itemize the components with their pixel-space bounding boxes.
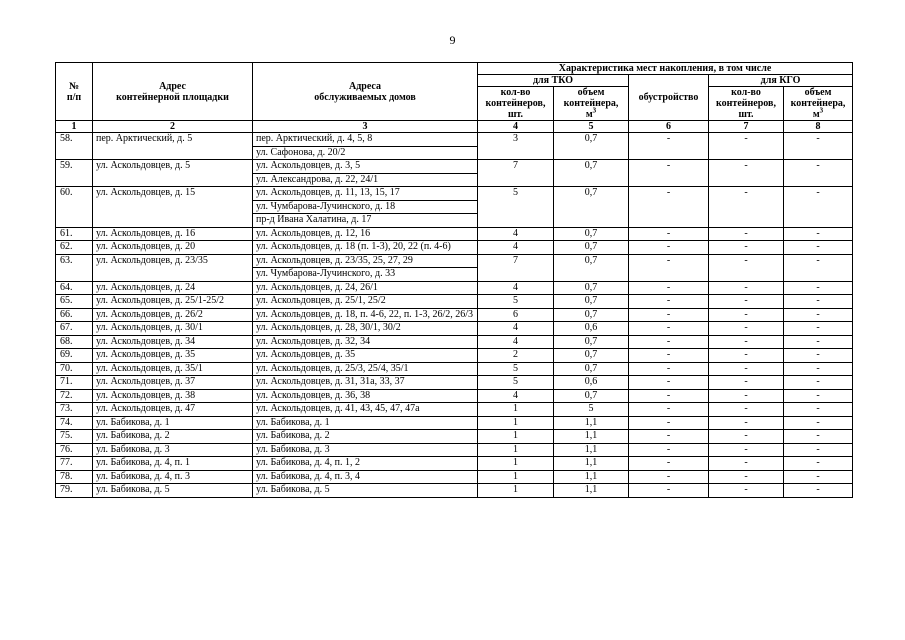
container-count: 1 <box>478 403 554 417</box>
kgo-container-volume: - <box>784 349 853 363</box>
container-volume: 0,6 <box>554 376 629 390</box>
container-count: 7 <box>478 160 554 187</box>
container-volume: 1,1 <box>554 484 629 498</box>
kgo-container-volume: - <box>784 227 853 241</box>
container-sites-table <box>55 62 853 498</box>
container-volume: 1,1 <box>554 416 629 430</box>
kgo-container-volume: - <box>784 362 853 376</box>
arrangement: - <box>629 457 709 471</box>
served-house-line: ул. Аскольдовцев, д. 18, п. 4-6, 22, п. 1-3, 26/2, 26/3 <box>256 308 474 320</box>
site-address: ул. Бабикова, д. 4, п. 1 <box>93 457 253 471</box>
column-number: 8 <box>784 121 853 133</box>
arrangement: - <box>629 349 709 363</box>
served-houses <box>253 457 478 471</box>
container-volume: 0,7 <box>554 295 629 309</box>
kgo-container-volume: - <box>784 376 853 390</box>
arrangement: - <box>629 133 709 160</box>
kgo-container-volume: - <box>784 470 853 484</box>
container-count: 4 <box>478 322 554 336</box>
served-houses <box>253 484 478 498</box>
served-house-line: ул. Аскольдовцев, д. 35 <box>256 349 356 360</box>
kgo-container-volume: - <box>784 322 853 336</box>
arrangement: - <box>629 322 709 336</box>
kgo-container-volume: - <box>784 281 853 295</box>
table-row <box>56 254 853 281</box>
site-address: ул. Аскольдовцев, д. 34 <box>93 335 253 349</box>
kgo-container-volume: - <box>784 254 853 281</box>
site-address: ул. Аскольдовцев, д. 5 <box>93 160 253 187</box>
kgo-container-volume: - <box>784 389 853 403</box>
column-numbers-row <box>56 121 853 133</box>
served-house-line: ул. Чумбарова-Лучинского, д. 18 <box>253 201 477 215</box>
arrangement: - <box>629 443 709 457</box>
container-volume: 0,7 <box>554 227 629 241</box>
table-row <box>56 241 853 255</box>
row-number: 77. <box>56 457 93 471</box>
container-volume: 0,7 <box>554 308 629 322</box>
site-address: ул. Аскольдовцев, д. 15 <box>93 187 253 228</box>
served-house-line: ул. Аскольдовцев, д. 25/1, 25/2 <box>256 295 386 306</box>
arrangement: - <box>629 362 709 376</box>
site-address: ул. Бабикова, д. 3 <box>93 443 253 457</box>
row-number: 60. <box>56 187 93 228</box>
table-row <box>56 133 853 160</box>
table-row <box>56 389 853 403</box>
row-number: 67. <box>56 322 93 336</box>
table-row <box>56 416 853 430</box>
column-number: 7 <box>709 121 784 133</box>
arrangement: - <box>629 308 709 322</box>
kgo-container-volume: - <box>784 160 853 187</box>
served-houses <box>253 187 478 228</box>
table-row <box>56 187 853 228</box>
served-house-line: ул. Бабикова, д. 4, п. 3, 4 <box>256 470 360 482</box>
container-volume: 0,7 <box>554 133 629 160</box>
row-number: 58. <box>56 133 93 160</box>
container-count: 5 <box>478 362 554 376</box>
header-kgo-volume <box>784 87 853 121</box>
table-row <box>56 403 853 417</box>
container-count: 4 <box>478 227 554 241</box>
served-houses <box>253 227 478 241</box>
container-volume: 0,7 <box>554 362 629 376</box>
row-number: 63. <box>56 254 93 281</box>
table-row <box>56 335 853 349</box>
kgo-container-count: - <box>709 430 784 444</box>
container-count: 4 <box>478 389 554 403</box>
served-house-line: пер. Арктический, д. 4, 5, 8 <box>253 133 477 147</box>
served-houses <box>253 470 478 484</box>
served-house-line: ул. Аскольдовцев, д. 18 (п. 1-3), 20, 22 (п. 4-6) <box>256 241 451 252</box>
served-house-line: ул. Бабикова, д. 4, п. 1, 2 <box>256 457 360 468</box>
served-houses <box>253 362 478 376</box>
kgo-container-count: - <box>709 160 784 187</box>
kgo-container-volume: - <box>784 133 853 160</box>
kgo-container-count: - <box>709 241 784 255</box>
table-row <box>56 457 853 471</box>
row-number: 71. <box>56 376 93 390</box>
served-houses <box>253 254 478 281</box>
column-number: 3 <box>253 121 478 133</box>
container-count: 5 <box>478 295 554 309</box>
row-number: 61. <box>56 227 93 241</box>
row-number: 62. <box>56 241 93 255</box>
kgo-container-count: - <box>709 254 784 281</box>
row-number: 64. <box>56 281 93 295</box>
served-house-line: ул. Аскольдовцев, д. 32, 34 <box>256 335 371 347</box>
row-number: 79. <box>56 484 93 498</box>
kgo-container-count: - <box>709 457 784 471</box>
table-row <box>56 430 853 444</box>
container-count: 4 <box>478 281 554 295</box>
kgo-container-volume: - <box>784 335 853 349</box>
arrangement: - <box>629 241 709 255</box>
table-row <box>56 160 853 187</box>
container-count: 6 <box>478 308 554 322</box>
table-row <box>56 362 853 376</box>
header-served-houses: Адреса обслуживаемых домов <box>253 63 478 121</box>
arrangement: - <box>629 376 709 390</box>
served-houses <box>253 335 478 349</box>
arrangement: - <box>629 254 709 281</box>
row-number: 66. <box>56 308 93 322</box>
site-address: ул. Аскольдовцев, д. 20 <box>93 241 253 255</box>
served-house-line: ул. Аскольдовцев, д. 24, 26/1 <box>256 281 378 293</box>
container-volume: 1,1 <box>554 457 629 471</box>
served-houses <box>253 376 478 390</box>
arrangement: - <box>629 281 709 295</box>
container-volume: 1,1 <box>554 470 629 484</box>
table-row <box>56 281 853 295</box>
site-address: ул. Бабикова, д. 4, п. 3 <box>93 470 253 484</box>
container-count: 1 <box>478 430 554 444</box>
container-count: 4 <box>478 241 554 255</box>
table-row <box>56 308 853 322</box>
table-row <box>56 322 853 336</box>
site-address: ул. Бабикова, д. 5 <box>93 484 253 498</box>
kgo-container-count: - <box>709 403 784 417</box>
row-number: 65. <box>56 295 93 309</box>
served-houses <box>253 295 478 309</box>
container-volume: 0,7 <box>554 349 629 363</box>
served-house-line: ул. Аскольдовцев, д. 11, 13, 15, 17 <box>253 187 477 201</box>
row-number: 70. <box>56 362 93 376</box>
site-address: ул. Аскольдовцев, д. 24 <box>93 281 253 295</box>
kgo-container-volume: - <box>784 443 853 457</box>
served-house-line: ул. Аскольдовцев, д. 28, 30/1, 30/2 <box>256 322 401 333</box>
site-address: ул. Аскольдовцев, д. 35/1 <box>93 362 253 376</box>
kgo-container-volume: - <box>784 403 853 417</box>
served-house-line: ул. Александрова, д. 22, 24/1 <box>256 173 379 185</box>
page-number: 9 <box>449 33 456 47</box>
header-kgo-volume-label: объем контейнера, м <box>790 87 846 120</box>
kgo-container-count: - <box>709 281 784 295</box>
container-count: 4 <box>478 335 554 349</box>
kgo-container-count: - <box>709 389 784 403</box>
arrangement: - <box>629 335 709 349</box>
container-count: 2 <box>478 349 554 363</box>
served-houses <box>253 403 478 417</box>
column-number: 6 <box>629 121 709 133</box>
kgo-container-count: - <box>709 416 784 430</box>
kgo-container-count: - <box>709 484 784 498</box>
header-site-address: Адрес контейнерной площадки <box>93 63 253 121</box>
container-volume: 0,7 <box>554 254 629 281</box>
served-house-line: ул. Бабикова, д. 1 <box>256 416 330 428</box>
kgo-container-count: - <box>709 335 784 349</box>
table-body <box>56 133 853 498</box>
kgo-container-volume: - <box>784 484 853 498</box>
header-characteristics: Характеристика мест накопления, в том числе <box>478 63 853 75</box>
table-row <box>56 470 853 484</box>
served-houses <box>253 416 478 430</box>
kgo-container-count: - <box>709 133 784 160</box>
site-address: пер. Арктический, д. 5 <box>93 133 253 160</box>
arrangement: - <box>629 430 709 444</box>
container-volume: 0,6 <box>554 322 629 336</box>
site-address: ул. Аскольдовцев, д. 25/1-25/2 <box>93 295 253 309</box>
arrangement: - <box>629 470 709 484</box>
served-house-line: ул. Аскольдовцев, д. 25/3, 25/4, 35/1 <box>256 362 409 374</box>
container-volume: 0,7 <box>554 389 629 403</box>
kgo-container-volume: - <box>784 187 853 228</box>
served-houses <box>253 443 478 457</box>
kgo-container-volume: - <box>784 416 853 430</box>
row-number: 76. <box>56 443 93 457</box>
kgo-container-volume: - <box>784 430 853 444</box>
served-house-line: пр-д Ивана Халатина, д. 17 <box>256 214 372 225</box>
served-houses <box>253 349 478 363</box>
served-house-line: ул. Аскольдовцев, д. 12, 16 <box>256 227 371 239</box>
served-house-line: ул. Бабикова, д. 3 <box>256 443 330 455</box>
row-number: 74. <box>56 416 93 430</box>
column-number: 1 <box>56 121 93 133</box>
container-count: 5 <box>478 376 554 390</box>
served-house-line: ул. Аскольдовцев, д. 3, 5 <box>253 160 477 174</box>
served-house-line: ул. Сафонова, д. 20/2 <box>256 146 346 158</box>
container-volume: 0,7 <box>554 241 629 255</box>
table-row <box>56 295 853 309</box>
row-number: 75. <box>56 430 93 444</box>
header-volume-sup: 3 <box>592 106 597 115</box>
site-address: ул. Аскольдовцев, д. 26/2 <box>93 308 253 322</box>
kgo-container-volume: - <box>784 457 853 471</box>
served-houses <box>253 389 478 403</box>
container-volume: 0,7 <box>554 281 629 295</box>
arrangement: - <box>629 416 709 430</box>
container-count: 7 <box>478 254 554 281</box>
container-volume: 1,1 <box>554 443 629 457</box>
container-volume: 0,7 <box>554 187 629 228</box>
arrangement: - <box>629 160 709 187</box>
container-volume: 0,7 <box>554 335 629 349</box>
table-row <box>56 227 853 241</box>
column-number: 2 <box>93 121 253 133</box>
served-houses <box>253 430 478 444</box>
kgo-container-count: - <box>709 227 784 241</box>
row-number: 68. <box>56 335 93 349</box>
container-count: 1 <box>478 457 554 471</box>
container-count: 3 <box>478 133 554 160</box>
kgo-container-volume: - <box>784 295 853 309</box>
container-count: 1 <box>478 484 554 498</box>
arrangement: - <box>629 187 709 228</box>
served-house-line: ул. Аскольдовцев, д. 41, 43, 45, 47, 47а <box>256 403 420 414</box>
header-tko: для ТКО <box>478 75 629 87</box>
row-number: 78. <box>56 470 93 484</box>
table-row <box>56 484 853 498</box>
container-volume: 5 <box>554 403 629 417</box>
header-num: № п/п <box>56 63 93 121</box>
kgo-container-count: - <box>709 376 784 390</box>
kgo-container-count: - <box>709 295 784 309</box>
served-houses <box>253 160 478 187</box>
row-number: 69. <box>56 349 93 363</box>
header-volume-label: объем контейнера, м <box>563 87 619 120</box>
container-count: 1 <box>478 470 554 484</box>
site-address: ул. Аскольдовцев, д. 30/1 <box>93 322 253 336</box>
container-volume: 0,7 <box>554 160 629 187</box>
header-volume <box>554 87 629 121</box>
served-house-line: ул. Аскольдовцев, д. 23/35, 25, 27, 29 <box>253 255 477 269</box>
site-address: ул. Аскольдовцев, д. 37 <box>93 376 253 390</box>
table-header <box>56 63 853 133</box>
served-houses <box>253 308 478 322</box>
kgo-container-volume: - <box>784 308 853 322</box>
arrangement: - <box>629 389 709 403</box>
served-house-line: ул. Чумбарова-Лучинского, д. 33 <box>256 268 396 279</box>
kgo-container-count: - <box>709 187 784 228</box>
kgo-container-volume: - <box>784 241 853 255</box>
kgo-container-count: - <box>709 308 784 322</box>
row-number: 72. <box>56 389 93 403</box>
container-count: 1 <box>478 416 554 430</box>
header-count: кол-во контейнеров, шт. <box>478 87 554 121</box>
served-houses <box>253 281 478 295</box>
served-house-line: ул. Бабикова, д. 5 <box>256 484 330 495</box>
served-houses <box>253 241 478 255</box>
kgo-container-count: - <box>709 443 784 457</box>
served-house-line: ул. Бабикова, д. 2 <box>256 430 330 441</box>
table-row <box>56 349 853 363</box>
served-houses <box>253 133 478 160</box>
served-house-line: ул. Аскольдовцев, д. 31, 31а, 33, 37 <box>256 376 405 387</box>
site-address: ул. Аскольдовцев, д. 23/35 <box>93 254 253 281</box>
kgo-container-count: - <box>709 362 784 376</box>
site-address: ул. Бабикова, д. 1 <box>93 416 253 430</box>
site-address: ул. Аскольдовцев, д. 16 <box>93 227 253 241</box>
column-number: 4 <box>478 121 554 133</box>
header-kgo-volume-sup: 3 <box>819 106 824 115</box>
table-row <box>56 443 853 457</box>
container-count: 1 <box>478 443 554 457</box>
row-number: 73. <box>56 403 93 417</box>
site-address: ул. Аскольдовцев, д. 38 <box>93 389 253 403</box>
table-row <box>56 376 853 390</box>
header-arrangement: обустройство <box>629 75 709 121</box>
served-house-line: ул. Аскольдовцев, д. 36, 38 <box>256 389 371 401</box>
kgo-container-count: - <box>709 349 784 363</box>
arrangement: - <box>629 403 709 417</box>
kgo-container-count: - <box>709 322 784 336</box>
served-houses <box>253 322 478 336</box>
column-number: 5 <box>554 121 629 133</box>
row-number: 59. <box>56 160 93 187</box>
site-address: ул. Бабикова, д. 2 <box>93 430 253 444</box>
kgo-container-count: - <box>709 470 784 484</box>
arrangement: - <box>629 295 709 309</box>
container-count: 5 <box>478 187 554 228</box>
container-volume: 1,1 <box>554 430 629 444</box>
arrangement: - <box>629 484 709 498</box>
arrangement: - <box>629 227 709 241</box>
site-address: ул. Аскольдовцев, д. 47 <box>93 403 253 417</box>
header-kgo: для КГО <box>709 75 853 87</box>
header-kgo-count: кол-во контейнеров, шт. <box>709 87 784 121</box>
site-address: ул. Аскольдовцев, д. 35 <box>93 349 253 363</box>
